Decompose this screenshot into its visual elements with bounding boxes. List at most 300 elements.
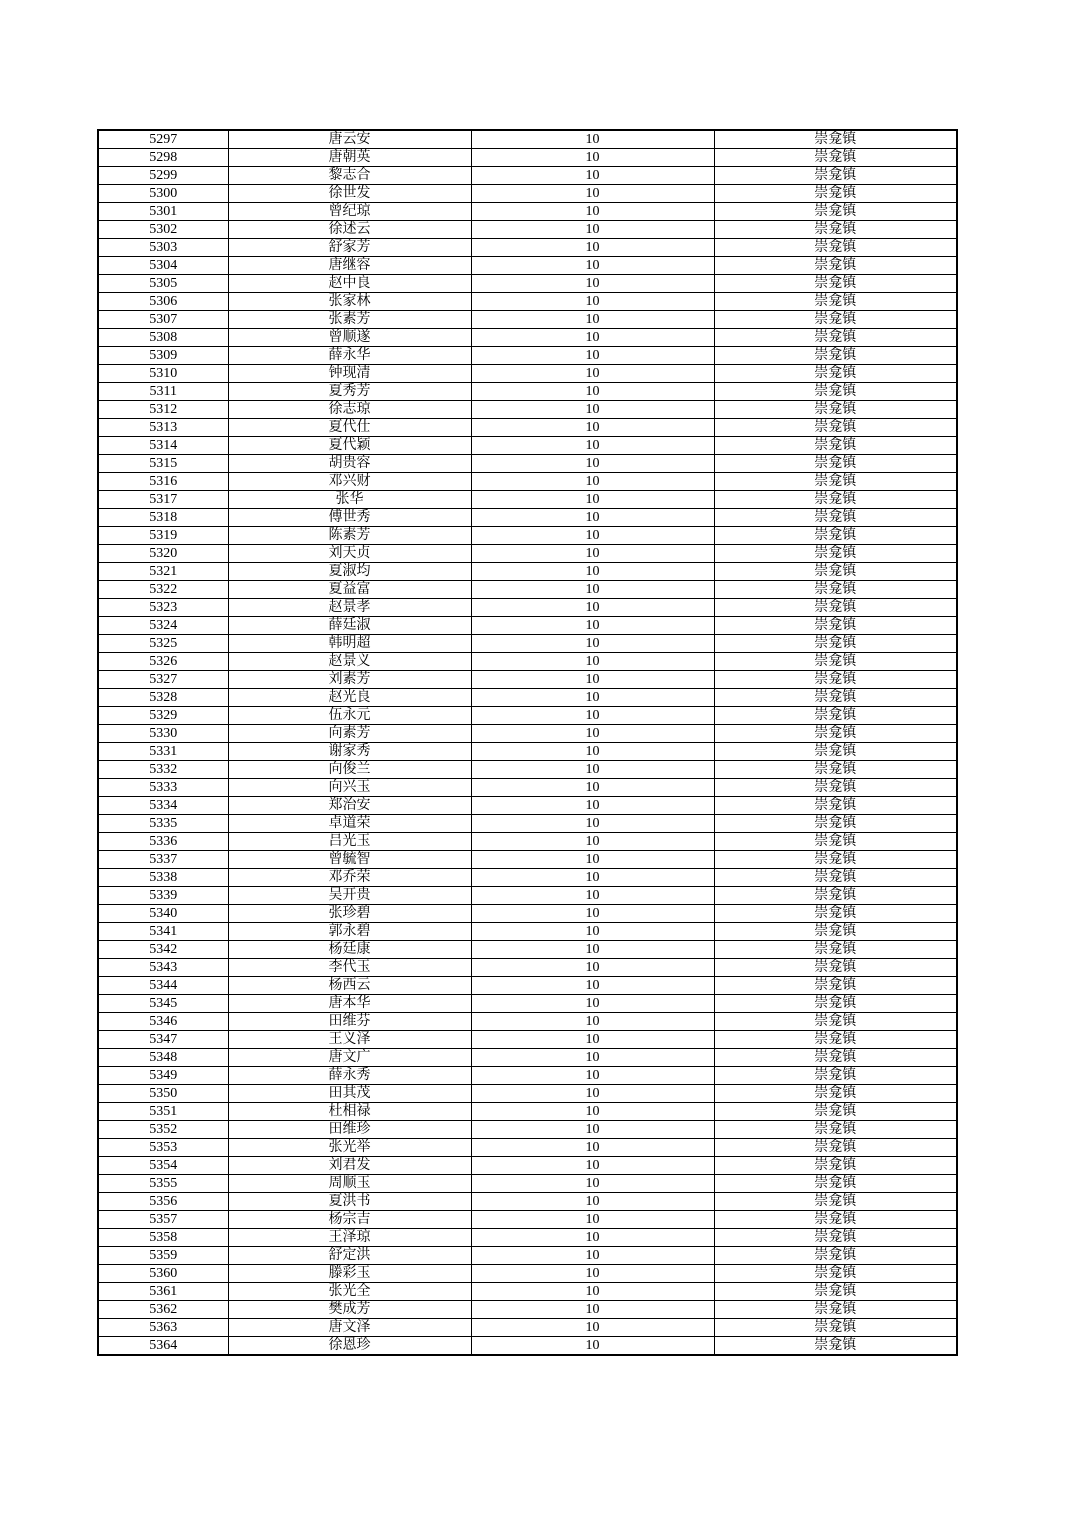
amount-cell: 10 [471,833,714,851]
table-row [98,1049,957,1067]
town-cell: 崇龛镇 [714,293,957,311]
amount-cell: 10 [471,275,714,293]
table-row [98,1229,957,1247]
amount-cell: 10 [471,149,714,167]
row-number-cell: 5313 [98,419,228,437]
row-number-cell: 5339 [98,887,228,905]
amount-cell: 10 [471,977,714,995]
town-cell: 崇龛镇 [714,653,957,671]
town-cell: 崇龛镇 [714,473,957,491]
amount-cell: 10 [471,419,714,437]
row-number-cell: 5353 [98,1139,228,1157]
table-row [98,977,957,995]
person-name-cell: 杨宗吉 [228,1211,471,1229]
table-row [98,707,957,725]
table-row [98,563,957,581]
row-number-cell: 5357 [98,1211,228,1229]
person-name-cell: 钟现清 [228,365,471,383]
row-number-cell: 5332 [98,761,228,779]
table-row [98,185,957,203]
table-row [98,905,957,923]
table-row [98,455,957,473]
town-cell: 崇龛镇 [714,1319,957,1337]
table-row [98,509,957,527]
table-row [98,833,957,851]
table-row [98,671,957,689]
town-cell: 崇龛镇 [714,149,957,167]
amount-cell: 10 [471,1283,714,1301]
town-cell: 崇龛镇 [714,401,957,419]
row-number-cell: 5346 [98,1013,228,1031]
table-row [98,149,957,167]
person-name-cell: 张光全 [228,1283,471,1301]
amount-cell: 10 [471,185,714,203]
person-name-cell: 曾毓智 [228,851,471,869]
table-row [98,1337,957,1356]
town-cell: 崇龛镇 [714,167,957,185]
person-name-cell: 赵景义 [228,653,471,671]
person-name-cell: 向素芳 [228,725,471,743]
row-number-cell: 5319 [98,527,228,545]
table-row [98,401,957,419]
row-number-cell: 5338 [98,869,228,887]
town-cell: 崇龛镇 [714,1013,957,1031]
row-number-cell: 5320 [98,545,228,563]
town-cell: 崇龛镇 [714,617,957,635]
person-name-cell: 滕彩玉 [228,1265,471,1283]
amount-cell: 10 [471,365,714,383]
amount-cell: 10 [471,923,714,941]
amount-cell: 10 [471,1337,714,1356]
amount-cell: 10 [471,401,714,419]
town-cell: 崇龛镇 [714,887,957,905]
amount-cell: 10 [471,383,714,401]
row-number-cell: 5358 [98,1229,228,1247]
amount-cell: 10 [471,1247,714,1265]
table-row [98,329,957,347]
table-row [98,635,957,653]
person-name-cell: 周顺玉 [228,1175,471,1193]
town-cell: 崇龛镇 [714,743,957,761]
table-row [98,617,957,635]
town-cell: 崇龛镇 [714,130,957,149]
row-number-cell: 5342 [98,941,228,959]
town-cell: 崇龛镇 [714,437,957,455]
table-row [98,1283,957,1301]
amount-cell: 10 [471,887,714,905]
person-name-cell: 田其茂 [228,1085,471,1103]
amount-cell: 10 [471,509,714,527]
row-number-cell: 5362 [98,1301,228,1319]
amount-cell: 10 [471,203,714,221]
row-number-cell: 5328 [98,689,228,707]
table-row [98,275,957,293]
roster-sheet [97,129,956,1356]
person-name-cell: 韩明超 [228,635,471,653]
person-name-cell: 向兴玉 [228,779,471,797]
row-number-cell: 5299 [98,167,228,185]
row-number-cell: 5321 [98,563,228,581]
row-number-cell: 5330 [98,725,228,743]
amount-cell: 10 [471,473,714,491]
table-row [98,1319,957,1337]
person-name-cell: 曾顺遂 [228,329,471,347]
row-number-cell: 5343 [98,959,228,977]
row-number-cell: 5301 [98,203,228,221]
amount-cell: 10 [471,1229,714,1247]
row-number-cell: 5316 [98,473,228,491]
town-cell: 崇龛镇 [714,455,957,473]
amount-cell: 10 [471,130,714,149]
town-cell: 崇龛镇 [714,527,957,545]
person-name-cell: 薛永华 [228,347,471,365]
person-name-cell: 刘素芳 [228,671,471,689]
town-cell: 崇龛镇 [714,275,957,293]
town-cell: 崇龛镇 [714,1337,957,1356]
amount-cell: 10 [471,671,714,689]
person-name-cell: 邓乔荣 [228,869,471,887]
amount-cell: 10 [471,1157,714,1175]
roster-table [97,129,958,1356]
row-number-cell: 5359 [98,1247,228,1265]
table-row [98,203,957,221]
person-name-cell: 张光举 [228,1139,471,1157]
town-cell: 崇龛镇 [714,761,957,779]
table-row [98,743,957,761]
person-name-cell: 夏秀芳 [228,383,471,401]
amount-cell: 10 [471,1175,714,1193]
town-cell: 崇龛镇 [714,1265,957,1283]
person-name-cell: 夏淑均 [228,563,471,581]
amount-cell: 10 [471,221,714,239]
amount-cell: 10 [471,1085,714,1103]
row-number-cell: 5302 [98,221,228,239]
town-cell: 崇龛镇 [714,1103,957,1121]
table-row [98,851,957,869]
amount-cell: 10 [471,527,714,545]
table-row [98,1121,957,1139]
amount-cell: 10 [471,455,714,473]
person-name-cell: 薛廷淑 [228,617,471,635]
town-cell: 崇龛镇 [714,185,957,203]
row-number-cell: 5305 [98,275,228,293]
town-cell: 崇龛镇 [714,1121,957,1139]
table-row [98,293,957,311]
table-row [98,779,957,797]
row-number-cell: 5337 [98,851,228,869]
person-name-cell: 傅世秀 [228,509,471,527]
table-row [98,761,957,779]
person-name-cell: 唐文泽 [228,1319,471,1337]
table-row [98,941,957,959]
town-cell: 崇龛镇 [714,257,957,275]
table-row [98,1067,957,1085]
row-number-cell: 5340 [98,905,228,923]
table-row [98,1211,957,1229]
row-number-cell: 5312 [98,401,228,419]
table-row [98,347,957,365]
row-number-cell: 5364 [98,1337,228,1356]
row-number-cell: 5348 [98,1049,228,1067]
row-number-cell: 5354 [98,1157,228,1175]
person-name-cell: 徐述云 [228,221,471,239]
town-cell: 崇龛镇 [714,203,957,221]
person-name-cell: 杨西云 [228,977,471,995]
town-cell: 崇龛镇 [714,707,957,725]
row-number-cell: 5315 [98,455,228,473]
row-number-cell: 5349 [98,1067,228,1085]
amount-cell: 10 [471,797,714,815]
person-name-cell: 卓道荣 [228,815,471,833]
row-number-cell: 5304 [98,257,228,275]
town-cell: 崇龛镇 [714,995,957,1013]
row-number-cell: 5300 [98,185,228,203]
person-name-cell: 张家林 [228,293,471,311]
table-row [98,437,957,455]
row-number-cell: 5336 [98,833,228,851]
amount-cell: 10 [471,1103,714,1121]
amount-cell: 10 [471,257,714,275]
row-number-cell: 5322 [98,581,228,599]
amount-cell: 10 [471,689,714,707]
amount-cell: 10 [471,761,714,779]
amount-cell: 10 [471,599,714,617]
amount-cell: 10 [471,347,714,365]
town-cell: 崇龛镇 [714,851,957,869]
table-row [98,311,957,329]
row-number-cell: 5326 [98,653,228,671]
table-row [98,959,957,977]
person-name-cell: 唐文广 [228,1049,471,1067]
table-row [98,130,957,149]
person-name-cell: 田维珍 [228,1121,471,1139]
table-row [98,815,957,833]
town-cell: 崇龛镇 [714,1247,957,1265]
town-cell: 崇龛镇 [714,599,957,617]
town-cell: 崇龛镇 [714,689,957,707]
row-number-cell: 5327 [98,671,228,689]
row-number-cell: 5355 [98,1175,228,1193]
person-name-cell: 郑治安 [228,797,471,815]
town-cell: 崇龛镇 [714,797,957,815]
row-number-cell: 5298 [98,149,228,167]
table-row [98,1247,957,1265]
row-number-cell: 5307 [98,311,228,329]
town-cell: 崇龛镇 [714,941,957,959]
person-name-cell: 徐世发 [228,185,471,203]
person-name-cell: 陈素芳 [228,527,471,545]
town-cell: 崇龛镇 [714,1229,957,1247]
table-row [98,1193,957,1211]
town-cell: 崇龛镇 [714,347,957,365]
town-cell: 崇龛镇 [714,833,957,851]
table-row [98,167,957,185]
table-row [98,797,957,815]
row-number-cell: 5324 [98,617,228,635]
town-cell: 崇龛镇 [714,329,957,347]
person-name-cell: 夏益富 [228,581,471,599]
table-row [98,1031,957,1049]
amount-cell: 10 [471,995,714,1013]
table-row [98,599,957,617]
table-row [98,869,957,887]
row-number-cell: 5317 [98,491,228,509]
row-number-cell: 5363 [98,1319,228,1337]
person-name-cell: 吴开贵 [228,887,471,905]
amount-cell: 10 [471,437,714,455]
table-row [98,1085,957,1103]
person-name-cell: 向俊兰 [228,761,471,779]
table-row [98,581,957,599]
amount-cell: 10 [471,293,714,311]
person-name-cell: 赵光良 [228,689,471,707]
table-row [98,257,957,275]
person-name-cell: 黎志合 [228,167,471,185]
person-name-cell: 唐朝英 [228,149,471,167]
table-row [98,1265,957,1283]
row-number-cell: 5347 [98,1031,228,1049]
person-name-cell: 唐云安 [228,130,471,149]
row-number-cell: 5306 [98,293,228,311]
amount-cell: 10 [471,581,714,599]
person-name-cell: 曾纪琼 [228,203,471,221]
town-cell: 崇龛镇 [714,491,957,509]
person-name-cell: 薛永秀 [228,1067,471,1085]
table-row [98,527,957,545]
person-name-cell: 郭永碧 [228,923,471,941]
amount-cell: 10 [471,869,714,887]
town-cell: 崇龛镇 [714,1085,957,1103]
amount-cell: 10 [471,1265,714,1283]
row-number-cell: 5360 [98,1265,228,1283]
person-name-cell: 张华 [228,491,471,509]
table-row [98,365,957,383]
town-cell: 崇龛镇 [714,383,957,401]
table-row [98,491,957,509]
town-cell: 崇龛镇 [714,1049,957,1067]
person-name-cell: 赵中良 [228,275,471,293]
person-name-cell: 刘天贞 [228,545,471,563]
amount-cell: 10 [471,329,714,347]
row-number-cell: 5351 [98,1103,228,1121]
amount-cell: 10 [471,743,714,761]
amount-cell: 10 [471,635,714,653]
town-cell: 崇龛镇 [714,725,957,743]
person-name-cell: 夏代仕 [228,419,471,437]
town-cell: 崇龛镇 [714,977,957,995]
row-number-cell: 5335 [98,815,228,833]
table-row [98,239,957,257]
row-number-cell: 5356 [98,1193,228,1211]
table-row [98,1103,957,1121]
table-row [98,725,957,743]
town-cell: 崇龛镇 [714,563,957,581]
town-cell: 崇龛镇 [714,221,957,239]
person-name-cell: 张素芳 [228,311,471,329]
town-cell: 崇龛镇 [714,1283,957,1301]
town-cell: 崇龛镇 [714,1139,957,1157]
row-number-cell: 5345 [98,995,228,1013]
amount-cell: 10 [471,1139,714,1157]
amount-cell: 10 [471,1301,714,1319]
amount-cell: 10 [471,1031,714,1049]
town-cell: 崇龛镇 [714,1211,957,1229]
table-row [98,419,957,437]
person-name-cell: 李代玉 [228,959,471,977]
table-row [98,545,957,563]
table-row [98,1301,957,1319]
row-number-cell: 5350 [98,1085,228,1103]
row-number-cell: 5325 [98,635,228,653]
person-name-cell: 徐恩珍 [228,1337,471,1356]
person-name-cell: 王义泽 [228,1031,471,1049]
town-cell: 崇龛镇 [714,905,957,923]
amount-cell: 10 [471,1067,714,1085]
amount-cell: 10 [471,941,714,959]
amount-cell: 10 [471,653,714,671]
person-name-cell: 舒定洪 [228,1247,471,1265]
person-name-cell: 赵景孝 [228,599,471,617]
table-row [98,1175,957,1193]
row-number-cell: 5352 [98,1121,228,1139]
amount-cell: 10 [471,311,714,329]
table-row [98,923,957,941]
town-cell: 崇龛镇 [714,545,957,563]
town-cell: 崇龛镇 [714,923,957,941]
amount-cell: 10 [471,707,714,725]
person-name-cell: 徐志琼 [228,401,471,419]
town-cell: 崇龛镇 [714,1067,957,1085]
town-cell: 崇龛镇 [714,815,957,833]
town-cell: 崇龛镇 [714,1157,957,1175]
amount-cell: 10 [471,1319,714,1337]
person-name-cell: 张珍碧 [228,905,471,923]
person-name-cell: 樊成芳 [228,1301,471,1319]
town-cell: 崇龛镇 [714,1301,957,1319]
row-number-cell: 5314 [98,437,228,455]
row-number-cell: 5341 [98,923,228,941]
amount-cell: 10 [471,617,714,635]
table-row [98,221,957,239]
person-name-cell: 舒家芳 [228,239,471,257]
table-row [98,653,957,671]
person-name-cell: 刘君发 [228,1157,471,1175]
row-number-cell: 5318 [98,509,228,527]
person-name-cell: 杨廷康 [228,941,471,959]
row-number-cell: 5308 [98,329,228,347]
row-number-cell: 5334 [98,797,228,815]
row-number-cell: 5311 [98,383,228,401]
amount-cell: 10 [471,725,714,743]
amount-cell: 10 [471,1013,714,1031]
row-number-cell: 5329 [98,707,228,725]
person-name-cell: 唐继容 [228,257,471,275]
town-cell: 崇龛镇 [714,581,957,599]
town-cell: 崇龛镇 [714,1193,957,1211]
amount-cell: 10 [471,563,714,581]
town-cell: 崇龛镇 [714,1175,957,1193]
table-row [98,383,957,401]
table-row [98,1139,957,1157]
person-name-cell: 王泽琼 [228,1229,471,1247]
amount-cell: 10 [471,905,714,923]
table-row [98,1013,957,1031]
amount-cell: 10 [471,1211,714,1229]
person-name-cell: 夏代颖 [228,437,471,455]
amount-cell: 10 [471,779,714,797]
table-row [98,995,957,1013]
row-number-cell: 5344 [98,977,228,995]
